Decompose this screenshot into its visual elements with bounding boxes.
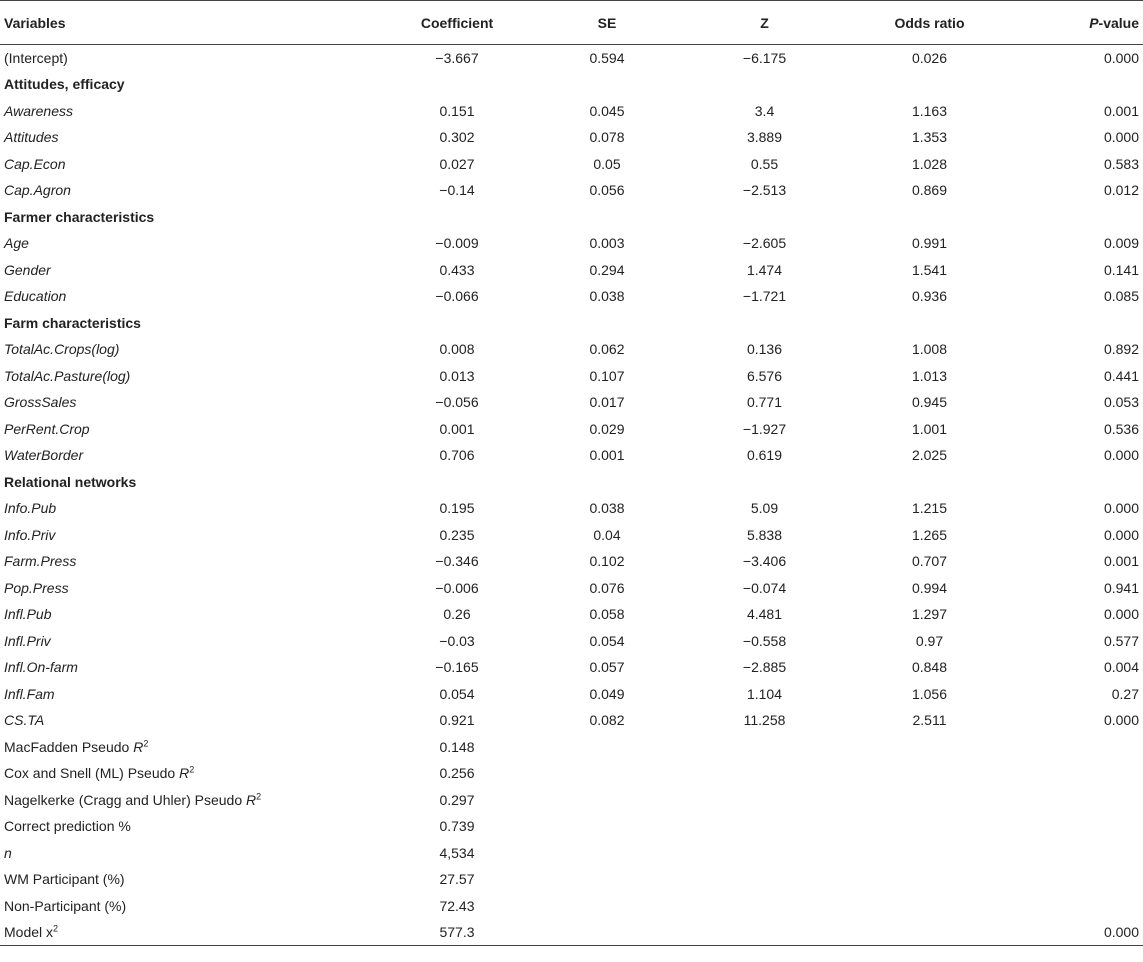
z-cell: −6.175 [742,50,787,66]
coefficient-cell: −0.346 [435,553,479,570]
se-cell: 0.058 [589,606,625,623]
se-cell: 0.107 [589,367,625,384]
section-header-row [0,71,1143,98]
z-cell [682,310,847,337]
odds-ratio-cell [847,310,1012,337]
table-row [0,654,1143,681]
variable-label-text: Gender [4,261,51,278]
coefficient-cell: 4,534 [439,844,475,861]
variable-label-text: Model x [4,924,54,940]
table-row [0,628,1143,655]
table-row [0,124,1143,151]
se-cell [532,813,682,840]
coefficient-cell [382,71,532,98]
variable-label [0,416,382,443]
coefficient-cell: 0.001 [439,420,475,437]
header-coefficient: Coefficient [382,1,532,45]
z-cell: 0.771 [746,394,783,411]
odds-ratio-cell: 0.848 [911,659,948,676]
coefficient-cell: 0.027 [439,155,475,172]
variable-label-italic: R [246,791,257,808]
table-row [0,575,1143,602]
section-header-row [0,204,1143,231]
p-value-cell [1012,71,1143,98]
coefficient-cell: −0.009 [435,235,479,252]
coefficient-cell: 0.297 [439,791,475,808]
z-cell: 0.619 [746,447,783,464]
variable-label-text: TotalAc.Crops(log) [4,341,120,358]
p-value-cell: 0.001 [1103,553,1139,570]
table-row [0,707,1143,734]
variable-label-text: Farm.Press [4,553,77,570]
p-value-cell: 0.441 [1103,367,1139,384]
coefficient-cell: −0.066 [435,288,479,305]
header-p-value-rest: -value [1098,14,1139,31]
p-value-cell [1012,893,1143,920]
table-row [0,548,1143,575]
odds-ratio-cell: 2.511 [912,712,947,729]
variable-label-text: Infl.Fam [4,685,55,702]
z-cell: 5.09 [750,500,779,517]
p-value-cell [1012,204,1143,231]
table-row [0,177,1143,204]
coefficient-cell: 72.43 [439,897,475,914]
coefficient-cell: −3.667 [435,50,479,66]
table-row [0,45,1143,72]
variable-label [0,628,382,655]
z-cell: 4.481 [746,606,783,623]
table-row [0,813,1143,840]
variable-label-text: Awareness [4,102,74,119]
p-value-cell: 0.583 [1103,155,1139,172]
table-row [0,416,1143,443]
p-value-cell: 0.053 [1103,394,1139,411]
odds-ratio-cell [847,893,1012,920]
variable-label-text: Info.Pub [4,500,57,517]
odds-ratio-cell: 1.001 [911,420,948,437]
odds-ratio-cell: 0.991 [911,235,948,252]
odds-ratio-cell: 1.013 [911,367,948,384]
variable-label-italic: R [179,765,190,782]
se-cell [532,734,682,761]
se-cell: 0.056 [589,182,625,199]
z-cell [682,204,847,231]
p-value-cell [1012,787,1143,814]
variable-label [0,548,382,575]
p-value-cell [1012,866,1143,893]
odds-ratio-cell: 1.297 [911,606,948,623]
table-row [0,681,1143,708]
table-row [0,840,1143,867]
se-cell [532,760,682,787]
odds-ratio-cell [847,469,1012,496]
coefficient-cell: −0.03 [439,632,475,649]
z-cell [682,840,847,867]
z-cell: −0.074 [742,579,787,596]
variable-label [0,707,382,734]
coefficient-cell [382,204,532,231]
coefficient-cell: 0.706 [439,447,475,464]
p-value-cell: 0.577 [1103,632,1139,649]
z-cell: 1.474 [746,261,783,278]
variable-label [0,840,382,867]
variable-label-text: Correct prediction % [4,818,131,835]
se-cell [532,893,682,920]
se-cell: 0.049 [589,685,625,702]
z-cell [682,813,847,840]
se-cell: 0.001 [589,447,625,464]
variable-label-superscript: 2 [256,791,262,802]
se-cell: 0.078 [589,129,625,146]
p-value-cell [1012,813,1143,840]
z-cell: −2.885 [742,659,787,676]
variable-label-text: Cap.Econ [4,155,66,172]
coefficient-cell: 0.256 [439,765,475,782]
z-cell: 3.4 [754,102,775,119]
odds-ratio-cell [847,813,1012,840]
section-label [0,469,382,496]
p-value-cell: 0.000 [1103,447,1139,464]
z-cell: −3.406 [742,553,787,570]
p-value-cell: 0.000 [1103,712,1139,729]
se-cell [532,919,682,946]
z-cell: 1.104 [746,685,783,702]
z-cell [682,71,847,98]
variable-label [0,336,382,363]
section-header-row [0,469,1143,496]
variable-label-text: GrossSales [4,394,77,411]
table-row [0,257,1143,284]
odds-ratio-cell [847,866,1012,893]
z-cell [682,787,847,814]
variable-label [0,442,382,469]
odds-ratio-cell: 1.008 [911,341,948,358]
variable-label [0,681,382,708]
se-cell [532,840,682,867]
coefficient-cell: 0.013 [439,367,475,384]
variable-label-superscript: 2 [53,923,59,934]
header-odds-ratio: Odds ratio [847,1,1012,45]
coefficient-cell: 0.008 [439,341,475,358]
section-label [0,310,382,337]
se-cell [532,866,682,893]
odds-ratio-cell: 0.026 [911,50,948,66]
coefficient-cell: 577.3 [382,919,532,946]
z-cell [682,919,847,946]
table-row [0,151,1143,178]
odds-ratio-cell: 1.265 [911,526,948,543]
variable-label [0,45,382,72]
odds-ratio-cell: 0.945 [911,394,948,411]
coefficient-cell: −0.165 [435,659,479,676]
table-row [0,230,1143,257]
header-p-value-italic: P [1089,14,1099,31]
coefficient-cell: 0.151 [439,102,475,119]
table-row [0,389,1143,416]
table-row [0,919,1143,946]
variable-label [0,575,382,602]
header-se: SE [532,1,682,45]
odds-ratio-cell: 2.025 [911,447,948,464]
p-value-cell: 0.012 [1103,182,1139,199]
se-cell: 0.017 [589,394,625,411]
z-cell: 0.136 [746,341,783,358]
odds-ratio-cell [847,71,1012,98]
odds-ratio-cell: 0.936 [911,288,948,305]
header-p-value [1012,1,1143,45]
variable-label-text: Cox and Snell (ML) Pseudo [4,765,180,782]
variable-label-text: Cap.Agron [4,182,71,199]
table-body [0,45,1143,946]
variable-label-text: Non-Participant (%) [4,897,127,914]
variable-label [0,893,382,920]
p-value-cell: 0.000 [1012,919,1143,946]
variable-label-text: (Intercept) [4,50,68,66]
se-cell: 0.102 [589,553,625,570]
p-value-cell: 0.004 [1103,659,1139,676]
z-cell: −1.927 [742,420,787,437]
coefficient-cell: −0.056 [435,394,479,411]
p-value-cell: 0.941 [1103,579,1139,596]
p-value-cell: 0.000 [1103,500,1139,517]
coefficient-cell [382,469,532,496]
variable-label [0,522,382,549]
z-cell: 0.55 [750,155,779,172]
table-row [0,283,1143,310]
variable-label-text: Age [4,235,29,252]
coefficient-cell: 0.235 [439,526,475,543]
table-row [0,442,1143,469]
variable-label-text: Attitudes, efficacy [4,76,125,93]
odds-ratio-cell: 1.541 [911,261,948,278]
se-cell: 0.076 [589,579,625,596]
z-cell: 11.258 [743,712,786,729]
odds-ratio-cell: 1.353 [911,129,948,146]
section-label [0,71,382,98]
p-value-cell: 0.000 [1103,606,1139,623]
variable-label [0,177,382,204]
odds-ratio-cell [847,787,1012,814]
variable-label-italic: n [4,844,12,861]
p-value-cell: 0.536 [1103,420,1139,437]
table-row [0,522,1143,549]
se-cell: 0.038 [589,500,625,517]
variable-label [0,283,382,310]
z-cell: −2.605 [742,235,787,252]
coefficient-cell: 0.739 [439,818,475,835]
odds-ratio-cell: 1.056 [911,685,948,702]
se-cell [532,204,682,231]
table-row [0,601,1143,628]
variable-label [0,363,382,390]
variable-label-text: Farm characteristics [4,314,141,331]
variable-label [0,601,382,628]
variable-label [0,389,382,416]
section-header-row [0,310,1143,337]
odds-ratio-cell [847,734,1012,761]
coefficient-cell: 0.195 [439,500,475,517]
coefficient-cell [382,310,532,337]
table-row [0,734,1143,761]
table-row [0,866,1143,893]
table-row [0,495,1143,522]
coefficient-cell: 0.054 [439,685,475,702]
table-header-row [0,1,1143,45]
variable-label-text: Education [4,288,67,305]
odds-ratio-cell [847,760,1012,787]
z-cell: 3.889 [746,129,783,146]
variable-label [0,257,382,284]
se-cell: 0.054 [589,632,625,649]
se-cell: 0.04 [593,526,621,543]
p-value-cell: 0.000 [1103,526,1139,543]
odds-ratio-cell: 1.215 [911,500,948,517]
variable-label-text: Relational networks [4,473,137,490]
p-value-cell [1012,840,1143,867]
header-z: Z [682,1,847,45]
variable-label-superscript: 2 [189,764,195,775]
se-cell: 0.294 [589,261,625,278]
variable-label [0,151,382,178]
coefficient-cell: 0.302 [439,129,475,146]
variable-label-text: WM Participant (%) [4,871,125,888]
table-row [0,336,1143,363]
variable-label [0,124,382,151]
odds-ratio-cell: 0.869 [911,182,948,199]
z-cell: 6.576 [746,367,783,384]
table-row [0,760,1143,787]
table-row [0,98,1143,125]
p-value-cell [1012,310,1143,337]
variable-label [0,654,382,681]
z-cell: −0.558 [742,632,787,649]
variable-label [0,230,382,257]
coefficient-cell: 27.57 [439,871,475,888]
odds-ratio-cell [847,919,1012,946]
odds-ratio-cell [847,204,1012,231]
p-value-cell [1012,469,1143,496]
p-value-cell: 0.009 [1103,235,1139,252]
se-cell: 0.05 [593,155,621,172]
odds-ratio-cell: 1.028 [911,155,948,172]
coefficient-cell: 0.148 [439,738,475,755]
variable-label [0,734,382,761]
coefficient-cell: −0.14 [439,182,475,199]
coefficient-cell: 0.921 [439,712,475,729]
variable-label [0,787,382,814]
variable-label-text: Attitudes [4,129,59,146]
variable-label [0,813,382,840]
se-cell [532,310,682,337]
z-cell [682,760,847,787]
variable-label-text: MacFadden Pseudo [4,738,134,755]
z-cell: 5.838 [746,526,783,543]
variable-label-text: WaterBorder [4,447,84,464]
se-cell: 0.029 [589,420,625,437]
variable-label-text: Infl.Priv [4,632,51,649]
se-cell: 0.082 [589,712,625,729]
variable-label-text: Infl.On-farm [4,659,78,676]
p-value-cell: 0.000 [1103,129,1139,146]
se-cell: 0.594 [589,50,625,66]
variable-label [0,866,382,893]
variable-label-text: TotalAc.Pasture(log) [4,367,131,384]
variable-label-italic: R [133,738,144,755]
odds-ratio-cell: 0.994 [911,579,948,596]
z-cell [682,469,847,496]
variable-label [0,760,382,787]
coefficient-cell: −0.006 [435,579,479,596]
variable-label [0,98,382,125]
se-cell: 0.038 [589,288,625,305]
se-cell: 0.003 [589,235,625,252]
se-cell: 0.045 [589,102,625,119]
header-variables: Variables [0,1,382,45]
se-cell [532,71,682,98]
se-cell: 0.062 [589,341,625,358]
p-value-cell: 0.141 [1103,261,1139,278]
variable-label-text: CS.TA [4,712,45,729]
variable-label-superscript: 2 [143,738,149,749]
table-row [0,363,1143,390]
variable-label-text: Info.Priv [4,526,56,543]
odds-ratio-cell: 0.707 [911,553,948,570]
variable-label-text: Infl.Pub [4,606,52,623]
p-value-cell [1012,760,1143,787]
variable-label-text: Farmer characteristics [4,208,155,225]
variable-label [0,495,382,522]
se-cell: 0.057 [589,659,625,676]
p-value-cell: 0.000 [1103,50,1139,66]
odds-ratio-cell [847,840,1012,867]
variable-label-text: PerRent.Crop [4,420,90,437]
p-value-cell: 0.27 [1111,685,1139,702]
coefficient-cell: 0.433 [439,261,475,278]
z-cell [682,866,847,893]
p-value-cell: 0.085 [1103,288,1139,305]
variable-label [0,919,382,946]
p-value-cell: 0.001 [1103,102,1139,119]
p-value-cell [1012,734,1143,761]
section-label [0,204,382,231]
table-row [0,893,1143,920]
se-cell [532,469,682,496]
odds-ratio-cell: 0.97 [915,632,944,649]
variable-label-text: Pop.Press [4,579,69,596]
table-row [0,787,1143,814]
z-cell [682,893,847,920]
odds-ratio-cell: 1.163 [911,102,948,119]
p-value-cell: 0.892 [1103,341,1139,358]
z-cell [682,734,847,761]
z-cell: −2.513 [742,182,787,199]
coefficient-cell: 0.26 [443,606,471,623]
z-cell: −1.721 [742,288,787,305]
variable-label-text: Nagelkerke (Cragg and Uhler) Pseudo [4,791,247,808]
se-cell [532,787,682,814]
